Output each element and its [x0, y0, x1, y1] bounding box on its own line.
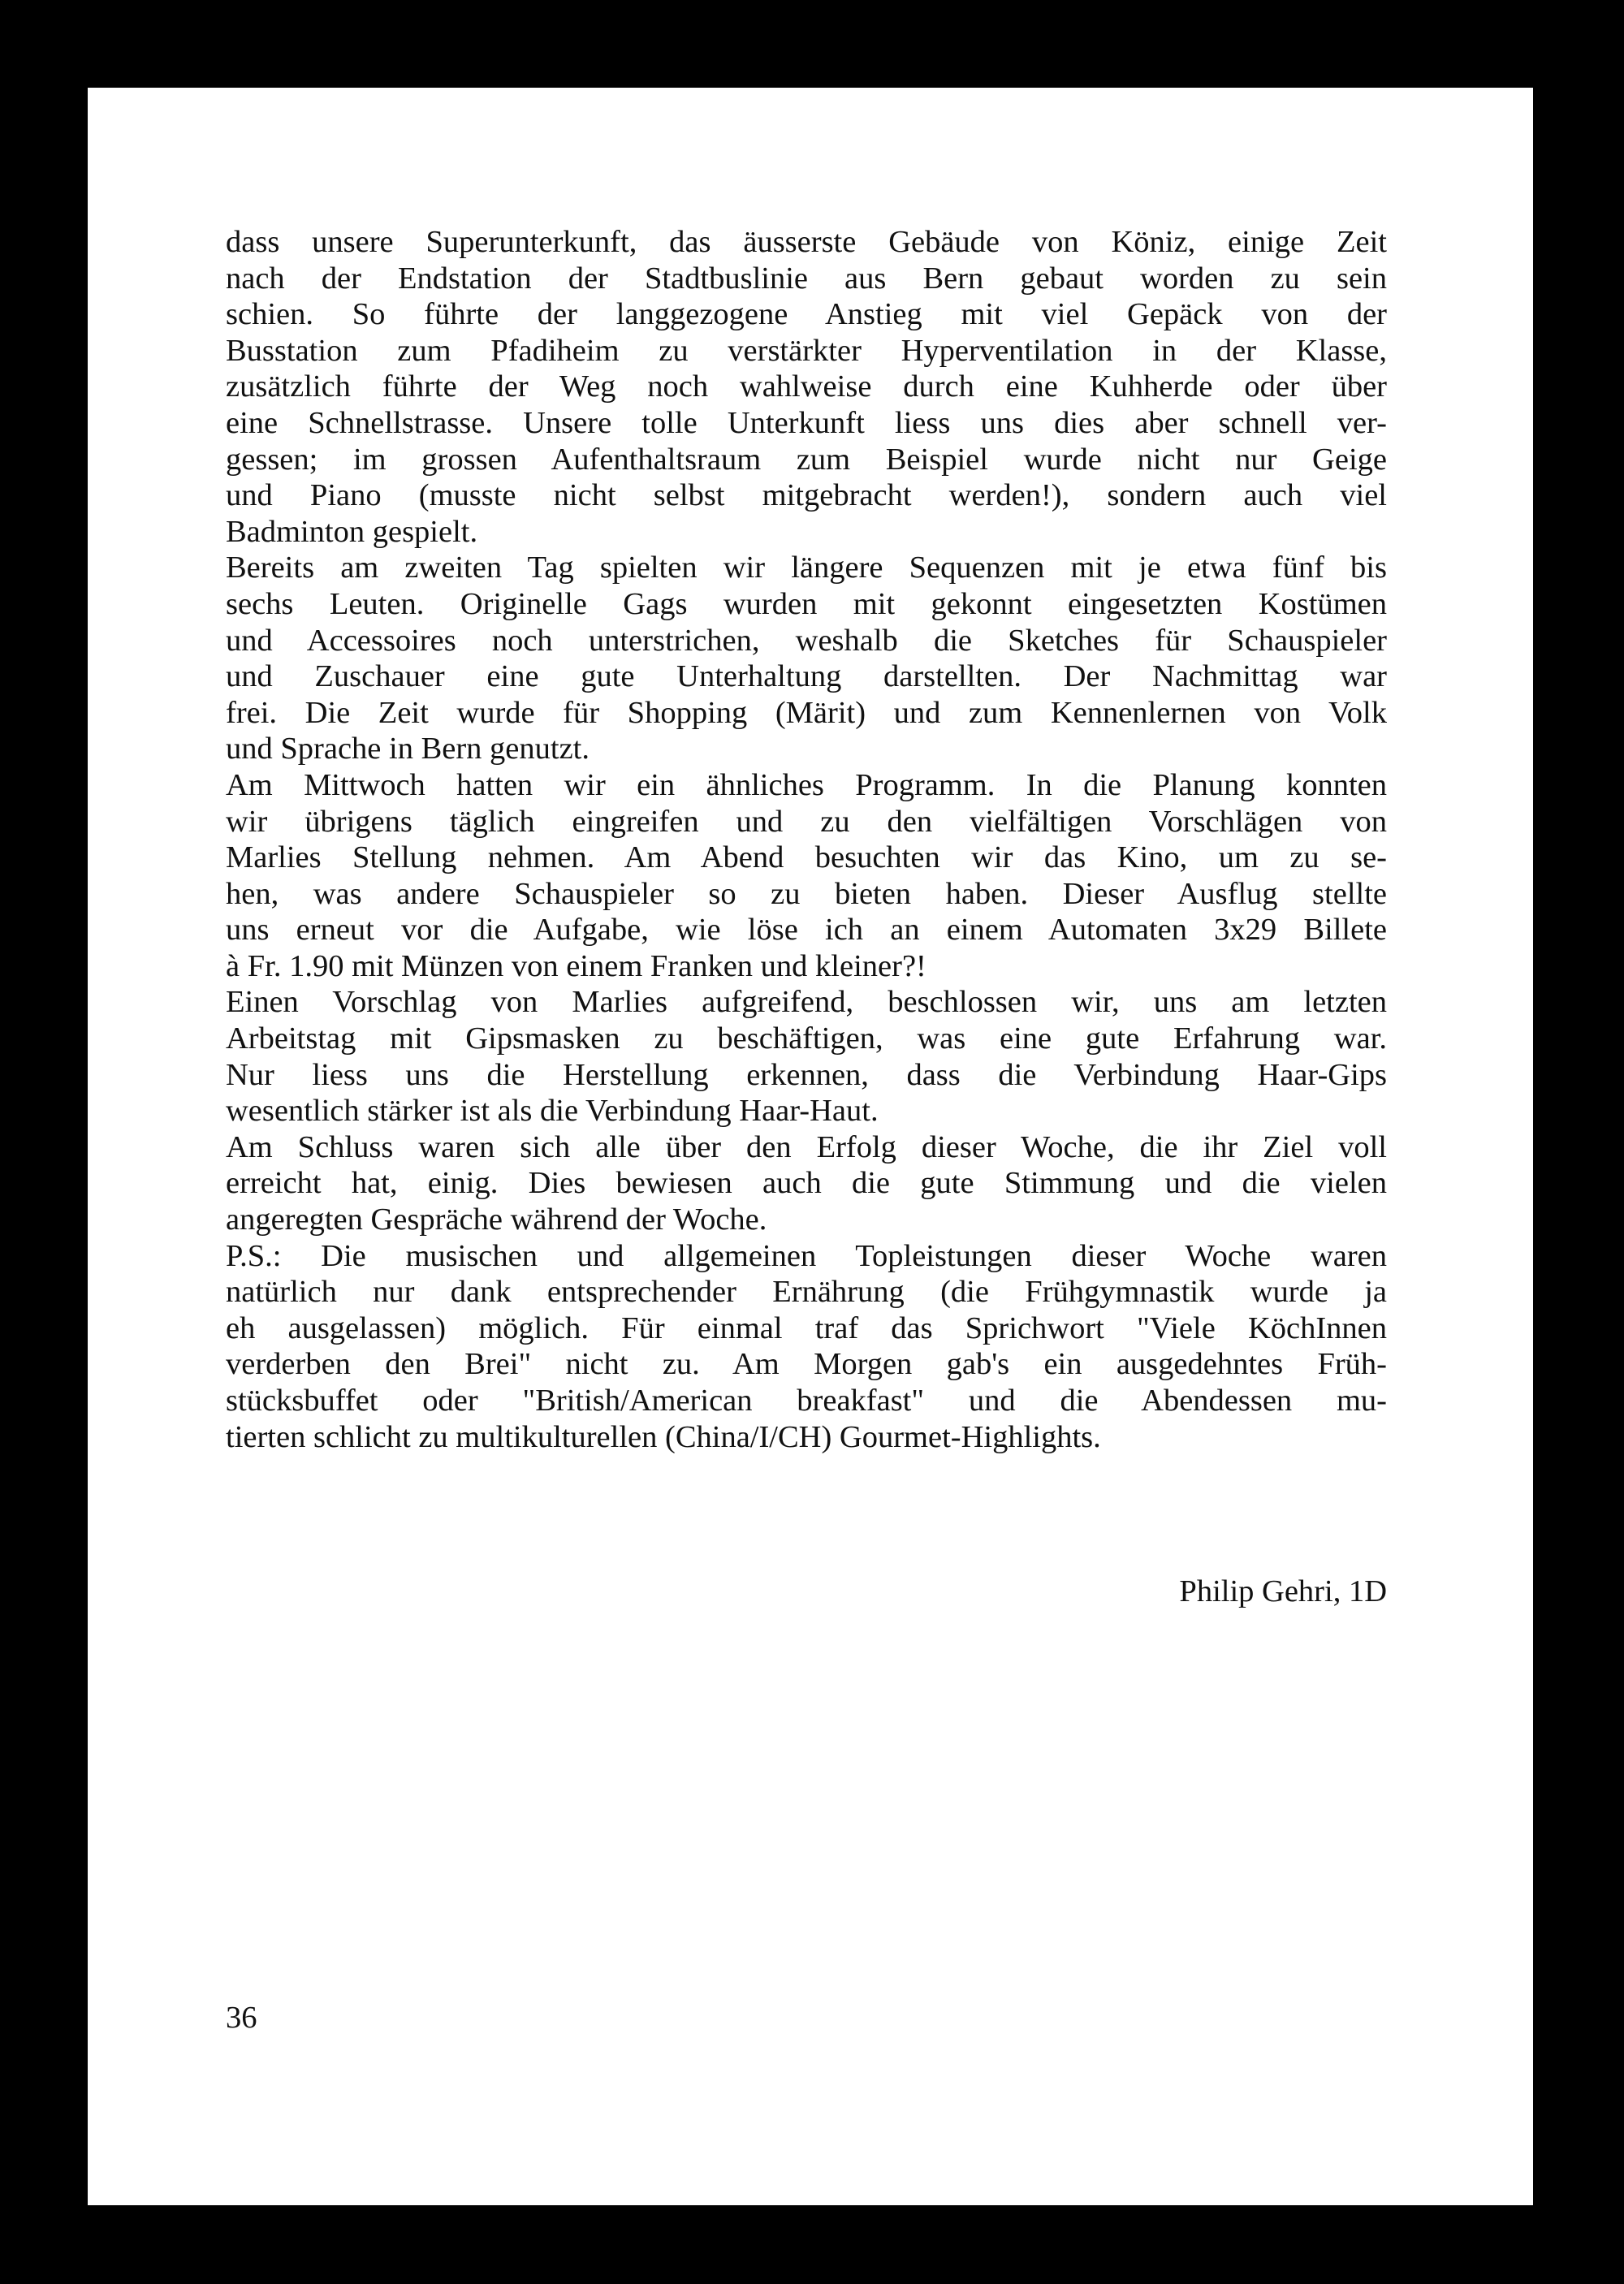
text-line: und Piano (musste nicht selbst mitgebracht werden!), sondern auch viel	[226, 478, 1387, 513]
text-line: uns erneut vor die Aufgabe, wie löse ich an einem Automaten 3x29 Billete	[226, 913, 1387, 948]
text-line: Am Mittwoch hatten wir ein ähnliches Programm. In die Planung konnten	[226, 767, 1387, 802]
text-line: Marlies Stellung nehmen. Am Abend besuchten wir das Kino, um zu se-	[226, 840, 1387, 875]
document-page	[88, 88, 1533, 2205]
text-line: stücksbuffet oder "British/American breakfast" und die Abendessen mu-	[226, 1384, 1387, 1418]
text-line: Busstation zum Pfadiheim zu verstärkter Hyperventilation in der Klasse,	[226, 333, 1387, 368]
text-line: frei. Die Zeit wurde für Shopping (Märit) und zum Kennenlernen von Volk	[226, 695, 1387, 730]
text-line: dass unsere Superunterkunft, das äusserste Gebäude von Köniz, einige Zeit	[226, 225, 1387, 259]
page-number: 36	[226, 2001, 257, 2035]
text-line: gessen; im grossen Aufenthaltsraum zum Beispiel wurde nicht nur Geige	[226, 442, 1387, 477]
text-line: zusätzlich führte der Weg noch wahlweise durch eine Kuhherde oder über	[226, 369, 1387, 404]
text-line: hen, was andere Schauspieler so zu bieten haben. Dieser Ausflug stellte	[226, 876, 1387, 911]
text-line: Badminton gespielt.	[226, 514, 478, 549]
text-line: angeregten Gespräche während der Woche.	[226, 1202, 767, 1237]
text-line: natürlich nur dank entsprechender Ernährung (die Frühgymnastik wurde ja	[226, 1275, 1387, 1310]
text-line: erreicht hat, einig. Dies bewiesen auch die gute Stimmung und die vielen	[226, 1166, 1387, 1201]
text-line: Nur liess uns die Herstellung erkennen, dass die Verbindung Haar-Gips	[226, 1057, 1387, 1092]
text-line: verderben den Brei" nicht zu. Am Morgen gab's ein ausgedehntes Früh-	[226, 1347, 1387, 1382]
text-line: Bereits am zweiten Tag spielten wir längere Sequenzen mit je etwa fünf bis	[226, 550, 1387, 585]
text-line: schien. So führte der langgezogene Anstieg mit viel Gepäck von der	[226, 297, 1387, 332]
text-line: sechs Leuten. Originelle Gags wurden mit gekonnt eingesetzten Kostümen	[226, 586, 1387, 621]
author-signature: Philip Gehri, 1D	[1179, 1574, 1387, 1608]
text-line: P.S.: Die musischen und allgemeinen Topleistungen dieser Woche waren	[226, 1238, 1387, 1273]
text-line: eine Schnellstrasse. Unsere tolle Unterkunft liess uns dies aber schnell ver-	[226, 405, 1387, 440]
article-body	[226, 224, 1387, 1455]
text-line: Am Schluss waren sich alle über den Erfolg dieser Woche, die ihr Ziel voll	[226, 1129, 1387, 1164]
text-line: Einen Vorschlag von Marlies aufgreifend, beschlossen wir, uns am letzten	[226, 985, 1387, 1020]
text-line: nach der Endstation der Stadtbuslinie aus Bern gebaut worden zu sein	[226, 261, 1387, 296]
text-line: tierten schlicht zu multikulturellen (China/I/CH) Gourmet-Highlights.	[226, 1419, 1101, 1454]
text-line: und Sprache in Bern genutzt.	[226, 732, 590, 766]
text-line: eh ausgelassen) möglich. Für einmal traf das Sprichwort "Viele KöchInnen	[226, 1310, 1387, 1345]
text-line: à Fr. 1.90 mit Münzen von einem Franken und kleiner?!	[226, 948, 926, 983]
text-line: wesentlich stärker ist als die Verbindung Haar-Haut.	[226, 1094, 879, 1129]
text-line: und Accessoires noch unterstrichen, weshalb die Sketches für Schauspieler	[226, 623, 1387, 658]
text-line: Arbeitstag mit Gipsmasken zu beschäftigen, was eine gute Erfahrung war.	[226, 1021, 1387, 1056]
text-line: und Zuschauer eine gute Unterhaltung darstellten. Der Nachmittag war	[226, 659, 1387, 694]
text-line: wir übrigens täglich eingreifen und zu den vielfältigen Vorschlägen von	[226, 804, 1387, 839]
